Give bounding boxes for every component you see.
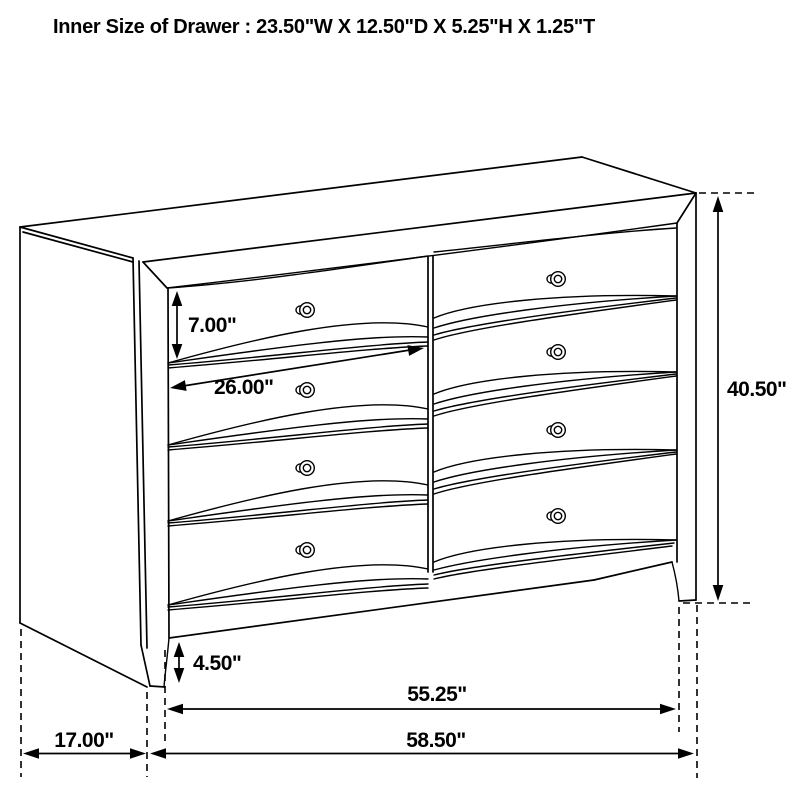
center-divider <box>428 256 433 572</box>
dimension-overall-height <box>713 196 787 601</box>
knob-icon <box>547 345 565 360</box>
knob-icon <box>296 383 314 398</box>
dresser-drawing <box>20 157 696 687</box>
page-title: Inner Size of Drawer : 23.50"W X 12.50"D X 5.25"H X 1.25"T <box>53 16 595 38</box>
dimension-drawer-height <box>172 291 237 359</box>
dimension-label: 58.50" <box>406 729 466 752</box>
knob-icon <box>296 461 314 476</box>
right-stile <box>677 193 696 600</box>
extension-lines <box>21 193 754 778</box>
drawer-knobs <box>296 272 565 558</box>
dimension-label: 26.00" <box>214 376 274 399</box>
top-panel <box>20 157 696 288</box>
dimension-overall-width <box>150 729 694 759</box>
dimension-label: 4.50" <box>193 652 242 675</box>
dimension-annotations <box>21 193 787 778</box>
dimension-width-between-legs <box>167 683 676 714</box>
knob-icon <box>547 272 565 287</box>
dimension-leg-height <box>174 642 242 683</box>
dimension-label: 17.00" <box>54 729 114 752</box>
front-left-edge <box>168 288 169 638</box>
dimension-label: 7.00" <box>188 314 237 337</box>
knob-icon <box>547 509 565 524</box>
knob-icon <box>296 543 314 558</box>
dimension-depth <box>23 729 146 759</box>
left-drawer-column <box>168 256 428 610</box>
dimension-label: 55.25" <box>407 683 467 706</box>
front-right-leg <box>594 562 696 601</box>
knob-icon <box>296 303 314 318</box>
knob-icon <box>547 423 565 438</box>
bottom-apron-edge <box>169 580 594 638</box>
dimension-label: 40.50" <box>727 378 787 401</box>
left-side-panel <box>20 227 147 687</box>
